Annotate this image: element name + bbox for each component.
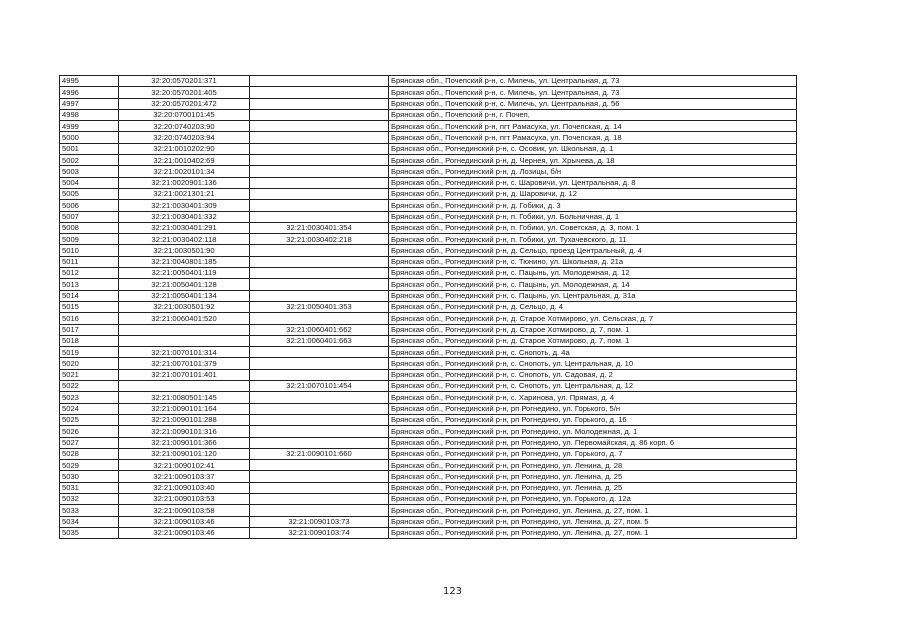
row-number-cell: 4998 [60,109,119,120]
address-cell: Брянская обл., Рогнединский р-н, с. Снопоть, д. 4а [389,347,797,358]
cadastral-number-cell: 32:21:0030402:118 [119,234,250,245]
row-number-cell: 5030 [60,471,119,482]
row-number-cell: 5021 [60,369,119,380]
linked-cadastral-number-cell [250,256,389,267]
row-number-cell: 5013 [60,279,119,290]
table-row [60,335,797,346]
row-number-cell: 5016 [60,313,119,324]
linked-cadastral-number-cell [250,166,389,177]
address-cell: Брянская обл., Рогнединский р-н, рп Рогнедино, ул. Ленина, д. 27, пом. 5 [389,516,797,527]
row-number-cell: 5035 [60,527,119,538]
linked-cadastral-number-cell [250,471,389,482]
row-number-cell: 5017 [60,324,119,335]
table-row [60,121,797,132]
cadastral-number-cell: 32:21:0090101:366 [119,437,250,448]
cadastral-number-cell: 32:21:0010402:69 [119,155,250,166]
linked-cadastral-number-cell: 32:21:0090101:660 [250,448,389,459]
cadastral-number-cell: 32:21:0010202:90 [119,143,250,154]
address-cell: Брянская обл., Почепский р-н, пгт Рамасуха, ул. Почепская, д. 18 [389,132,797,143]
table-row [60,87,797,98]
cadastral-number-cell: 32:21:0090101:120 [119,448,250,459]
address-cell: Брянская обл., Рогнединский р-н, рп Рогнедино, ул. Горького, д. 12а [389,493,797,504]
linked-cadastral-number-cell: 32:21:0060401:663 [250,335,389,346]
table-row [60,313,797,324]
cadastral-number-cell: 32:21:0050401:134 [119,290,250,301]
cadastral-number-cell: 32:21:0030401:309 [119,200,250,211]
table-row [60,98,797,109]
row-number-cell: 5033 [60,505,119,516]
linked-cadastral-number-cell: 32:21:0070101:454 [250,381,389,392]
cadastral-number-cell: 32:20:0740203:90 [119,121,250,132]
cadastral-number-cell: 32:21:0090102:41 [119,460,250,471]
cadastral-number-cell: 32:20:0700101:45 [119,109,250,120]
address-cell: Брянская обл., Рогнединский р-н, рп Рогнедино, ул. Ленина, д. 27, пом. 1 [389,505,797,516]
table-row [60,200,797,211]
cadastral-number-cell: 32:21:0030401:291 [119,222,250,233]
property-register-table [59,75,797,539]
row-number-cell: 5014 [60,290,119,301]
address-cell: Брянская обл., Рогнединский р-н, п. Гобики, ул. Советская, д. 3, пом. 1 [389,222,797,233]
cadastral-number-cell: 32:21:0050401:119 [119,268,250,279]
address-cell: Брянская обл., Почепский р-н, г. Почеп, [389,109,797,120]
cadastral-number-cell: 32:20:0570201:405 [119,87,250,98]
linked-cadastral-number-cell [250,403,389,414]
linked-cadastral-number-cell: 32:21:0090103:74 [250,527,389,538]
address-cell: Брянская обл., Рогнединский р-н, с. Тюнино, ул. Школьная, д. 21а [389,256,797,267]
cadastral-number-cell: 32:21:0090103:53 [119,493,250,504]
table-row [60,132,797,143]
table-row [60,279,797,290]
address-cell: Брянская обл., Рогнединский р-н, рп Рогнедино, ул. Первомайская, д. 86 корп. 6 [389,437,797,448]
linked-cadastral-number-cell [250,392,389,403]
linked-cadastral-number-cell: 32:21:0050401:353 [250,301,389,312]
cadastral-number-cell: 32:21:0070101:314 [119,347,250,358]
cadastral-number-cell [119,324,250,335]
row-number-cell: 5009 [60,234,119,245]
address-cell: Брянская обл., Рогнединский р-н, д. Сельцо, д. 4 [389,301,797,312]
row-number-cell: 5003 [60,166,119,177]
linked-cadastral-number-cell [250,211,389,222]
linked-cadastral-number-cell [250,132,389,143]
row-number-cell: 5002 [60,155,119,166]
table-row [60,482,797,493]
address-cell: Брянская обл., Рогнединский р-н, с. Харинова, ул. Прямая, д. 4 [389,392,797,403]
table-row [60,324,797,335]
row-number-cell: 4999 [60,121,119,132]
cadastral-number-cell: 32:21:0070101:401 [119,369,250,380]
linked-cadastral-number-cell [250,426,389,437]
cadastral-number-cell: 32:21:0050401:128 [119,279,250,290]
row-number-cell: 5005 [60,188,119,199]
linked-cadastral-number-cell [250,268,389,279]
row-number-cell: 5012 [60,268,119,279]
cadastral-number-cell: 32:21:0080501:145 [119,392,250,403]
address-cell: Брянская обл., Рогнединский р-н, с. Пацынь, ул. Центральная, д. 31а [389,290,797,301]
linked-cadastral-number-cell [250,505,389,516]
table-row [60,245,797,256]
linked-cadastral-number-cell [250,76,389,87]
address-cell: Брянская обл., Рогнединский р-н, рп Рогнедино, ул. Ленина, д. 25 [389,482,797,493]
linked-cadastral-number-cell: 32:21:0090103:73 [250,516,389,527]
cadastral-number-cell: 32:21:0021301:21 [119,188,250,199]
address-cell: Брянская обл., Рогнединский р-н, п. Гобики, ул. Тухачевского, д. 11 [389,234,797,245]
cadastral-number-cell: 32:21:0020901:136 [119,177,250,188]
address-cell: Брянская обл., Почепский р-н, с. Милечь, ул. Центральная, д. 56 [389,98,797,109]
table-row [60,381,797,392]
row-number-cell: 5031 [60,482,119,493]
table-row [60,222,797,233]
row-number-cell: 5024 [60,403,119,414]
address-cell: Брянская обл., Рогнединский р-н, рп Рогнедино, ул. Горького, 5/н [389,403,797,414]
cadastral-number-cell: 32:21:0060401:520 [119,313,250,324]
row-number-cell: 5015 [60,301,119,312]
table-row [60,527,797,538]
address-cell: Брянская обл., Рогнединский р-н, с. Пацынь, ул. Молодежная, д. 12 [389,268,797,279]
linked-cadastral-number-cell [250,414,389,425]
cadastral-number-cell: 32:21:0090103:37 [119,471,250,482]
address-cell: Брянская обл., Рогнединский р-н, д. Старое Хотмирово, д. 7, пом. 1 [389,324,797,335]
linked-cadastral-number-cell [250,98,389,109]
table-row [60,516,797,527]
cadastral-number-cell: 32:20:0570201:472 [119,98,250,109]
table-row [60,448,797,459]
linked-cadastral-number-cell [250,460,389,471]
cadastral-number-cell: 32:21:0030501:90 [119,245,250,256]
linked-cadastral-number-cell [250,87,389,98]
cadastral-number-cell: 32:21:0090101:316 [119,426,250,437]
table-row [60,471,797,482]
address-cell: Брянская обл., Рогнединский р-н, д. Шаровичи, д. 12 [389,188,797,199]
table-row [60,211,797,222]
address-cell: Брянская обл., Рогнединский р-н, рп Рогнедино, ул. Ленина, д. 27, пом. 1 [389,527,797,538]
table-row [60,301,797,312]
address-cell: Брянская обл., Рогнединский р-н, рп Рогнедино, ул. Молодежная, д. 1 [389,426,797,437]
table-row [60,493,797,504]
table-row [60,290,797,301]
row-number-cell: 4997 [60,98,119,109]
table-row [60,358,797,369]
address-cell: Брянская обл., Рогнединский р-н, с. Снопоть, ул. Садовая, д. 2 [389,369,797,380]
address-cell: Брянская обл., Рогнединский р-н, с. Снопоть, ул. Центральная, д. 10 [389,358,797,369]
cadastral-number-cell: 32:21:0030401:332 [119,211,250,222]
row-number-cell: 5022 [60,381,119,392]
table-row [60,460,797,471]
table-row [60,437,797,448]
table-row [60,177,797,188]
table-row [60,403,797,414]
row-number-cell: 5019 [60,347,119,358]
row-number-cell: 5004 [60,177,119,188]
address-cell: Брянская обл., Почепский р-н, пгт Рамасуха, ул. Почепская, д. 14 [389,121,797,132]
linked-cadastral-number-cell [250,121,389,132]
cadastral-number-cell: 32:21:0030501:92 [119,301,250,312]
linked-cadastral-number-cell [250,290,389,301]
row-number-cell: 5007 [60,211,119,222]
cadastral-number-cell: 32:20:0740203:94 [119,132,250,143]
linked-cadastral-number-cell [250,313,389,324]
linked-cadastral-number-cell [250,200,389,211]
linked-cadastral-number-cell [250,177,389,188]
cadastral-number-cell: 32:21:0090103:46 [119,527,250,538]
row-number-cell: 5026 [60,426,119,437]
row-number-cell: 5001 [60,143,119,154]
address-cell: Брянская обл., Рогнединский р-н, д. Старое Хотмирово, д. 7, пом. 1 [389,335,797,346]
linked-cadastral-number-cell: 32:21:0030402:218 [250,234,389,245]
cadastral-number-cell: 32:21:0090101:288 [119,414,250,425]
address-cell: Брянская обл., Рогнединский р-н, рп Рогнедино, ул. Ленина, д. 28 [389,460,797,471]
cadastral-number-cell [119,335,250,346]
row-number-cell: 5008 [60,222,119,233]
linked-cadastral-number-cell [250,245,389,256]
cadastral-number-cell: 32:21:0020101:34 [119,166,250,177]
table-row [60,166,797,177]
table-row [60,392,797,403]
table-row [60,268,797,279]
table-row [60,234,797,245]
row-number-cell: 5018 [60,335,119,346]
table-row [60,505,797,516]
row-number-cell: 5010 [60,245,119,256]
address-cell: Брянская обл., Почепский р-н, с. Милечь, ул. Центральная, д. 73 [389,76,797,87]
linked-cadastral-number-cell [250,493,389,504]
row-number-cell: 5028 [60,448,119,459]
page-number: 123 [442,586,463,597]
address-cell: Брянская обл., Рогнединский р-н, с. Осовик, ул. Школьная, д. 1 [389,143,797,154]
address-cell: Брянская обл., Рогнединский р-н, с. Шаровичи, ул. Центральная, д. 8 [389,177,797,188]
cadastral-number-cell [119,381,250,392]
linked-cadastral-number-cell [250,347,389,358]
row-number-cell: 5025 [60,414,119,425]
row-number-cell: 5006 [60,200,119,211]
address-cell: Брянская обл., Рогнединский р-н, д. Старое Хотмирово, ул. Сельская, д. 7 [389,313,797,324]
row-number-cell: 5020 [60,358,119,369]
linked-cadastral-number-cell [250,188,389,199]
address-cell: Брянская обл., Рогнединский р-н, рп Рогнедино, ул. Горького, д. 16 [389,414,797,425]
table-row [60,155,797,166]
address-cell: Брянская обл., Рогнединский р-н, с. Снопоть, ул. Центральная, д. 12 [389,381,797,392]
table-body [60,76,797,539]
table-row [60,369,797,380]
linked-cadastral-number-cell: 32:21:0060401:662 [250,324,389,335]
address-cell: Брянская обл., Рогнединский р-н, д. Чернея, ул. Хрычева, д. 18 [389,155,797,166]
linked-cadastral-number-cell [250,437,389,448]
table-row [60,188,797,199]
linked-cadastral-number-cell [250,109,389,120]
row-number-cell: 4995 [60,76,119,87]
row-number-cell: 5000 [60,132,119,143]
cadastral-number-cell: 32:21:0090103:40 [119,482,250,493]
address-cell: Брянская обл., Рогнединский р-н, п. Гобики, ул. Больничная, д. 1 [389,211,797,222]
address-cell: Брянская обл., Рогнединский р-н, д. Сельцо, проезд Центральный, д. 4 [389,245,797,256]
cadastral-number-cell: 32:21:0040801:185 [119,256,250,267]
table-row [60,76,797,87]
cadastral-number-cell: 32:21:0090101:164 [119,403,250,414]
linked-cadastral-number-cell [250,358,389,369]
address-cell: Брянская обл., Рогнединский р-н, рп Рогнедино, ул. Ленина, д. 25 [389,471,797,482]
address-cell: Брянская обл., Рогнединский р-н, с. Пацынь, ул. Молодежная, д. 14 [389,279,797,290]
row-number-cell: 5023 [60,392,119,403]
address-cell: Брянская обл., Почепский р-н, с. Милечь, ул. Центральная, д. 73 [389,87,797,98]
row-number-cell: 5032 [60,493,119,504]
linked-cadastral-number-cell [250,155,389,166]
linked-cadastral-number-cell [250,279,389,290]
cadastral-number-cell: 32:21:0070101:379 [119,358,250,369]
cadastral-number-cell: 32:21:0090103:58 [119,505,250,516]
address-cell: Брянская обл., Рогнединский р-н, д. Гобики, д. 3 [389,200,797,211]
row-number-cell: 5027 [60,437,119,448]
row-number-cell: 4996 [60,87,119,98]
row-number-cell: 5011 [60,256,119,267]
row-number-cell: 5034 [60,516,119,527]
table-row [60,414,797,425]
cadastral-number-cell: 32:20:0570201:371 [119,76,250,87]
table-row [60,143,797,154]
table-row [60,426,797,437]
linked-cadastral-number-cell [250,369,389,380]
cadastral-number-cell: 32:21:0090103:46 [119,516,250,527]
linked-cadastral-number-cell [250,143,389,154]
table-row [60,256,797,267]
table-row [60,109,797,120]
address-cell: Брянская обл., Рогнединский р-н, рп Рогнедино, ул. Горького, д. 7 [389,448,797,459]
linked-cadastral-number-cell: 32:21:0030401:354 [250,222,389,233]
row-number-cell: 5029 [60,460,119,471]
address-cell: Брянская обл., Рогнединский р-н, д. Лозицы, б/н [389,166,797,177]
linked-cadastral-number-cell [250,482,389,493]
table-row [60,347,797,358]
